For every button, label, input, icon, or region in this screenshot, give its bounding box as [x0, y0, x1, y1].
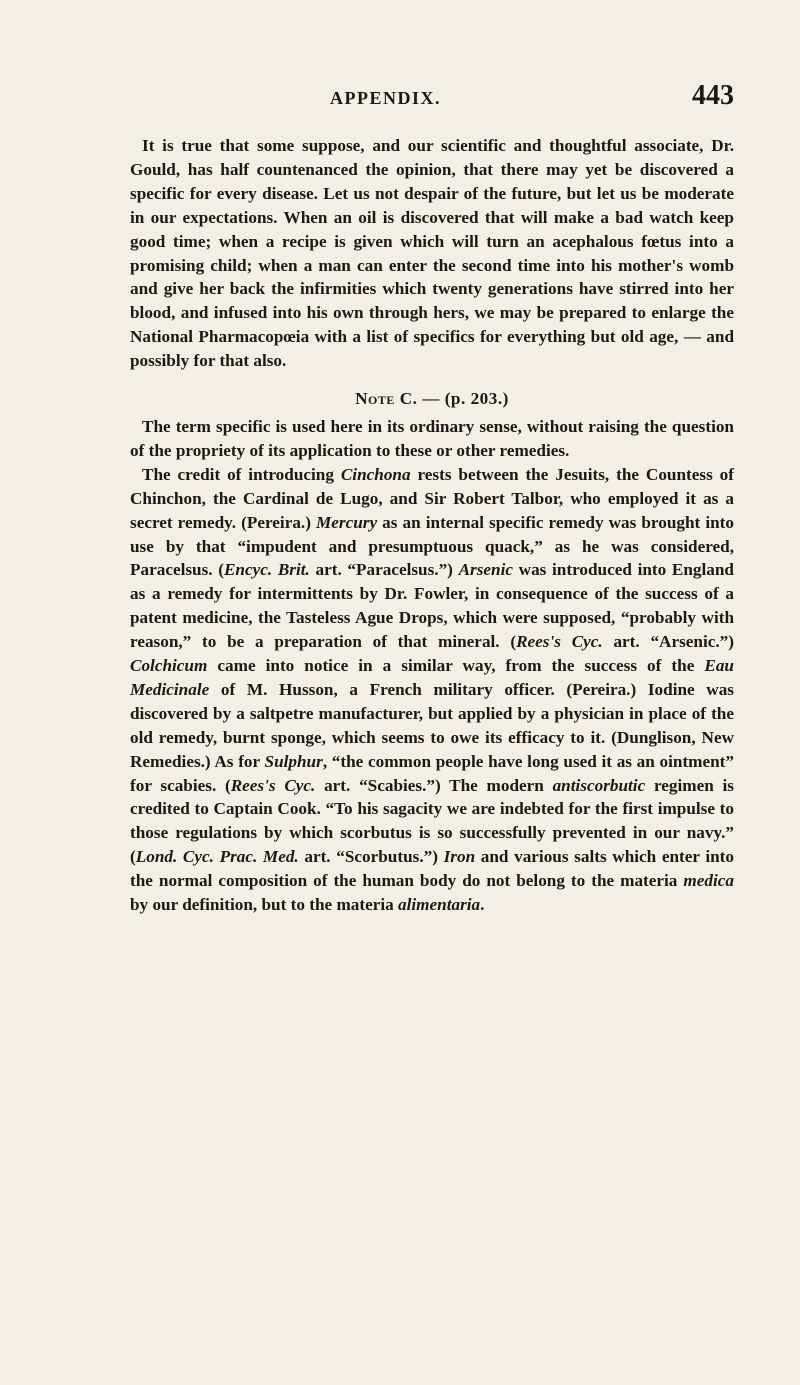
paragraph-term-specific: The term specific is used here in its ordinary sense, without raising the question of the propriety of its application to these or other remedies.: [130, 416, 734, 460]
text-span: art. “Arsenic.”): [602, 632, 734, 652]
text-span: was introduced into England as a remedy for intermittents by Dr. Fowler, in consequence of the success of a patent medicine, the Tasteless Ague Drops, which were supposed, “probably with reason,” to be a preparation of that mineral. (: [130, 560, 734, 652]
term-iron: Iron: [443, 847, 476, 867]
citation-encyc-brit: Encyc. Brit.: [223, 560, 310, 580]
term-eau-medicinale: Eau Medicinale: [130, 656, 734, 699]
citation-lond-cyc: Lond. Cyc. Prac. Med.: [135, 847, 299, 867]
paragraph-specific-disease: It is true that some suppose, and our scientific and thoughtful associate, Dr. Gould, has half countenanced the opinion, that there may yet be discovered a specific for every disease. Let us not despair of the future, but let us be moderate in our expectations. When an oil is discovered that will make a bad watch keep good time; when a recipe is given which will turn an acephalous fœtus into a promising child; when a man can enter the second time into his mother's womb and give her back the infirmities which twenty generations have stirred into her blood, and infused into his own through hers, we may be prepared to enlarge the National Pharmacopœia with a list of specifics for everything but old age, — and possibly for that also.: [130, 136, 734, 371]
body-text: [130, 134, 734, 917]
text-span: rests between the Jesuits, the Countess of Chinchon, the Cardinal de Lugo, and Sir Robert Talbor, who employed it as a secret remedy. (Pereira.): [130, 464, 734, 532]
text-span: art. “Scabies.”) The modern: [315, 775, 553, 795]
note-reference: — (p. 203.): [422, 389, 509, 409]
note-letter: C.: [399, 389, 418, 409]
text-span: of M. Husson, a French military officer. (Pereira.) Iodine was discovered by a saltpetre manufacturer, but applied by a physician in place of the old remedy, burnt sponge, which seems to owe its efficacy to it. (Dunglison, New Remedies.) As for: [130, 679, 734, 771]
term-alimentaria: alimentaria: [398, 895, 481, 915]
running-head: [130, 80, 734, 116]
term-cinchona: Cinchona: [340, 464, 411, 484]
text-span: regimen is credited to Captain Cook. “To his sagacity we are indebted for the first impulse to those regulations by which scorbutus is so successfully prevented in our navy.” (: [130, 775, 734, 867]
text-span: , “the common people have long used it as an ointment” for scabies. (: [130, 751, 734, 795]
term-arsenic: Arsenic: [458, 560, 513, 580]
term-sulphur: Sulphur: [264, 751, 323, 771]
text-span: .: [480, 895, 485, 915]
term-antiscorbutic: antiscorbutic: [552, 775, 646, 795]
text-span: art. “Paracelsus.”): [309, 560, 459, 580]
header-title: APPENDIX.: [330, 88, 441, 108]
term-medica: medica: [683, 871, 734, 891]
note-label: Note: [355, 389, 395, 409]
term-colchicum: Colchicum: [130, 656, 208, 676]
text-span: art. “Scorbutus.”): [298, 847, 444, 867]
note-heading: [130, 387, 734, 411]
text-span: by our definition, but to the materia: [130, 895, 399, 915]
text-span: and various salts which enter into the normal composition of the human body do not belong to the materia: [130, 847, 735, 891]
citation-rees-cyc: Rees's Cyc.: [230, 775, 316, 795]
text-span: The credit of introducing: [142, 464, 341, 484]
citation-rees-cyc: Rees's Cyc.: [516, 632, 603, 652]
paragraph-credit: [130, 463, 734, 917]
page-number: 443: [692, 80, 734, 111]
term-mercury: Mercury: [316, 512, 378, 532]
text-span: as an internal specific remedy was brought into use by that “impudent and presumptuous quack,” as he was considered, Paracelsus. (: [130, 512, 734, 580]
text-span: came into notice in a similar way, from the success of the: [207, 656, 705, 676]
